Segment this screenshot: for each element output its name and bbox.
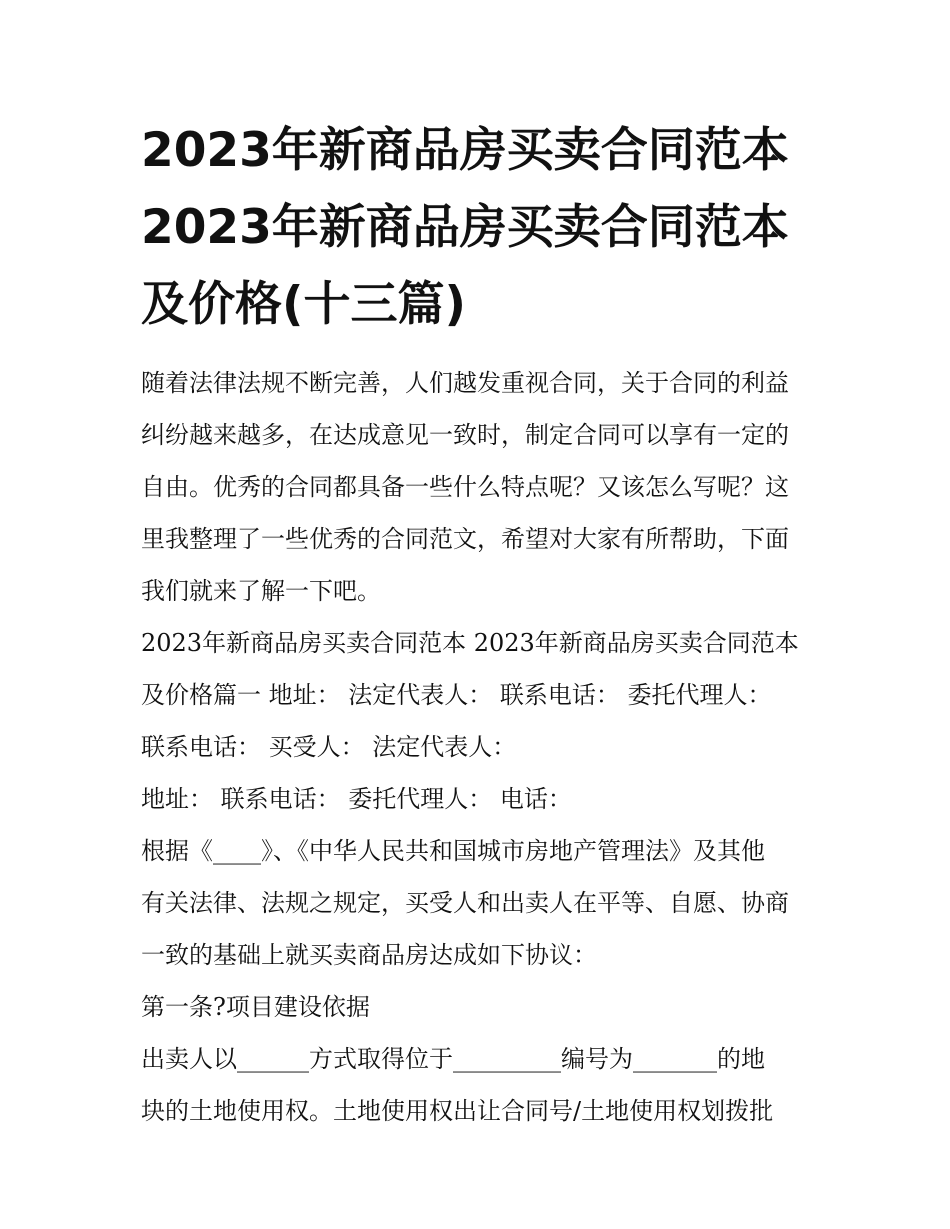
section-heading: 第一条?项目建设依据 [141, 993, 370, 1021]
text-line: 出卖人以______方式取得位于_________编号为_______的地 [141, 1045, 765, 1073]
article-one-paragraph [141, 1033, 813, 1137]
text-line: 2023年新商品房买卖合同范本 2023年新商品房买卖合同范本 [141, 629, 799, 657]
text-line: 我们就来了解一下吧。 [141, 577, 381, 605]
title-line: 及价格(十三篇) [141, 277, 466, 332]
intro-paragraph [141, 357, 813, 617]
document-body [141, 357, 813, 1137]
basis-paragraph [141, 825, 813, 981]
parties-paragraph [141, 617, 813, 825]
text-line: 一致的基础上就买卖商品房达成如下协议： [141, 941, 597, 969]
article-one-heading [141, 981, 813, 1033]
text-line: 及价格篇一 地址： 法定代表人： 联系电话： 委托代理人： [141, 681, 772, 709]
text-line: 块的土地使用权。土地使用权出让合同号/土地使用权划拨批 [141, 1097, 774, 1125]
text-line: 根据《____》、《中华人民共和国城市房地产管理法》及其他 [141, 837, 765, 865]
text-line: 有关法律、法规之规定，买受人和出卖人在平等、自愿、协商 [141, 889, 789, 917]
text-line: 地址： 联系电话： 委托代理人： 电话： [141, 785, 572, 813]
text-line: 随着法律法规不断完善，人们越发重视合同，关于合同的利益 [141, 369, 789, 397]
title-line: 2023年新商品房买卖合同范本 [141, 200, 789, 255]
document-page [141, 112, 813, 1137]
document-title [141, 112, 813, 343]
text-line: 自由。优秀的合同都具备一些什么特点呢？又该怎么写呢？这 [141, 473, 789, 501]
title-line: 2023年新商品房买卖合同范本 [141, 123, 789, 178]
text-line: 里我整理了一些优秀的合同范文，希望对大家有所帮助，下面 [141, 525, 789, 553]
text-line: 纠纷越来越多，在达成意见一致时，制定合同可以享有一定的 [141, 421, 789, 449]
text-line: 联系电话： 买受人： 法定代表人： [141, 733, 517, 761]
